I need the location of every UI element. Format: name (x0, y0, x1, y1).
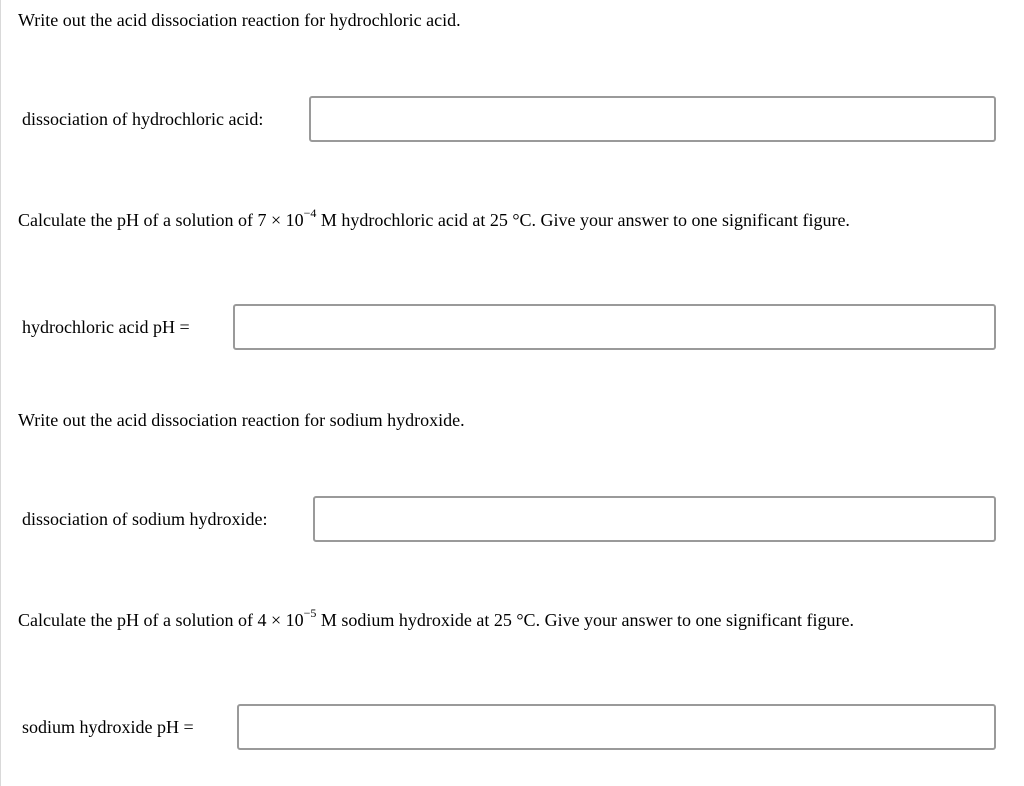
hcl-dissociation-input[interactable] (309, 96, 996, 142)
question-1-answer-row (22, 96, 996, 142)
question-2-prompt-before: Calculate the pH of a solution of 7 × 10 (18, 210, 304, 230)
question-2-prompt-after: M hydrochloric acid at 25 °C. Give your answer to one significant figure. (316, 210, 850, 230)
question-2-prompt-exponent: −4 (303, 206, 317, 220)
question-1-prompt-text: Write out the acid dissociation reaction for hydrochloric acid. (18, 10, 461, 30)
naoh-dissociation-input[interactable] (313, 496, 996, 542)
naoh-ph-input[interactable] (237, 704, 996, 750)
question-3-prompt (18, 409, 465, 431)
question-4-prompt (18, 606, 854, 631)
question-2-answer-row (22, 304, 996, 350)
question-3-answer-label: dissociation of sodium hydroxide: (22, 509, 268, 529)
question-1-answer-label: dissociation of hydrochloric acid: (22, 109, 264, 129)
question-4-prompt-after: M sodium hydroxide at 25 °C. Give your answer to one significant figure. (316, 610, 854, 630)
question-4-prompt-exponent: −5 (303, 606, 317, 620)
hcl-ph-input[interactable] (233, 304, 996, 350)
left-border (0, 0, 1, 786)
question-4-answer-label: sodium hydroxide pH = (22, 717, 194, 737)
question-1-prompt (18, 9, 461, 31)
question-4-answer-row (22, 704, 996, 750)
question-3-answer-row (22, 496, 996, 542)
question-4-prompt-before: Calculate the pH of a solution of 4 × 10 (18, 610, 304, 630)
question-2-prompt (18, 206, 850, 231)
question-3-prompt-text: Write out the acid dissociation reaction for sodium hydroxide. (18, 410, 465, 430)
question-2-answer-label: hydrochloric acid pH = (22, 317, 190, 337)
